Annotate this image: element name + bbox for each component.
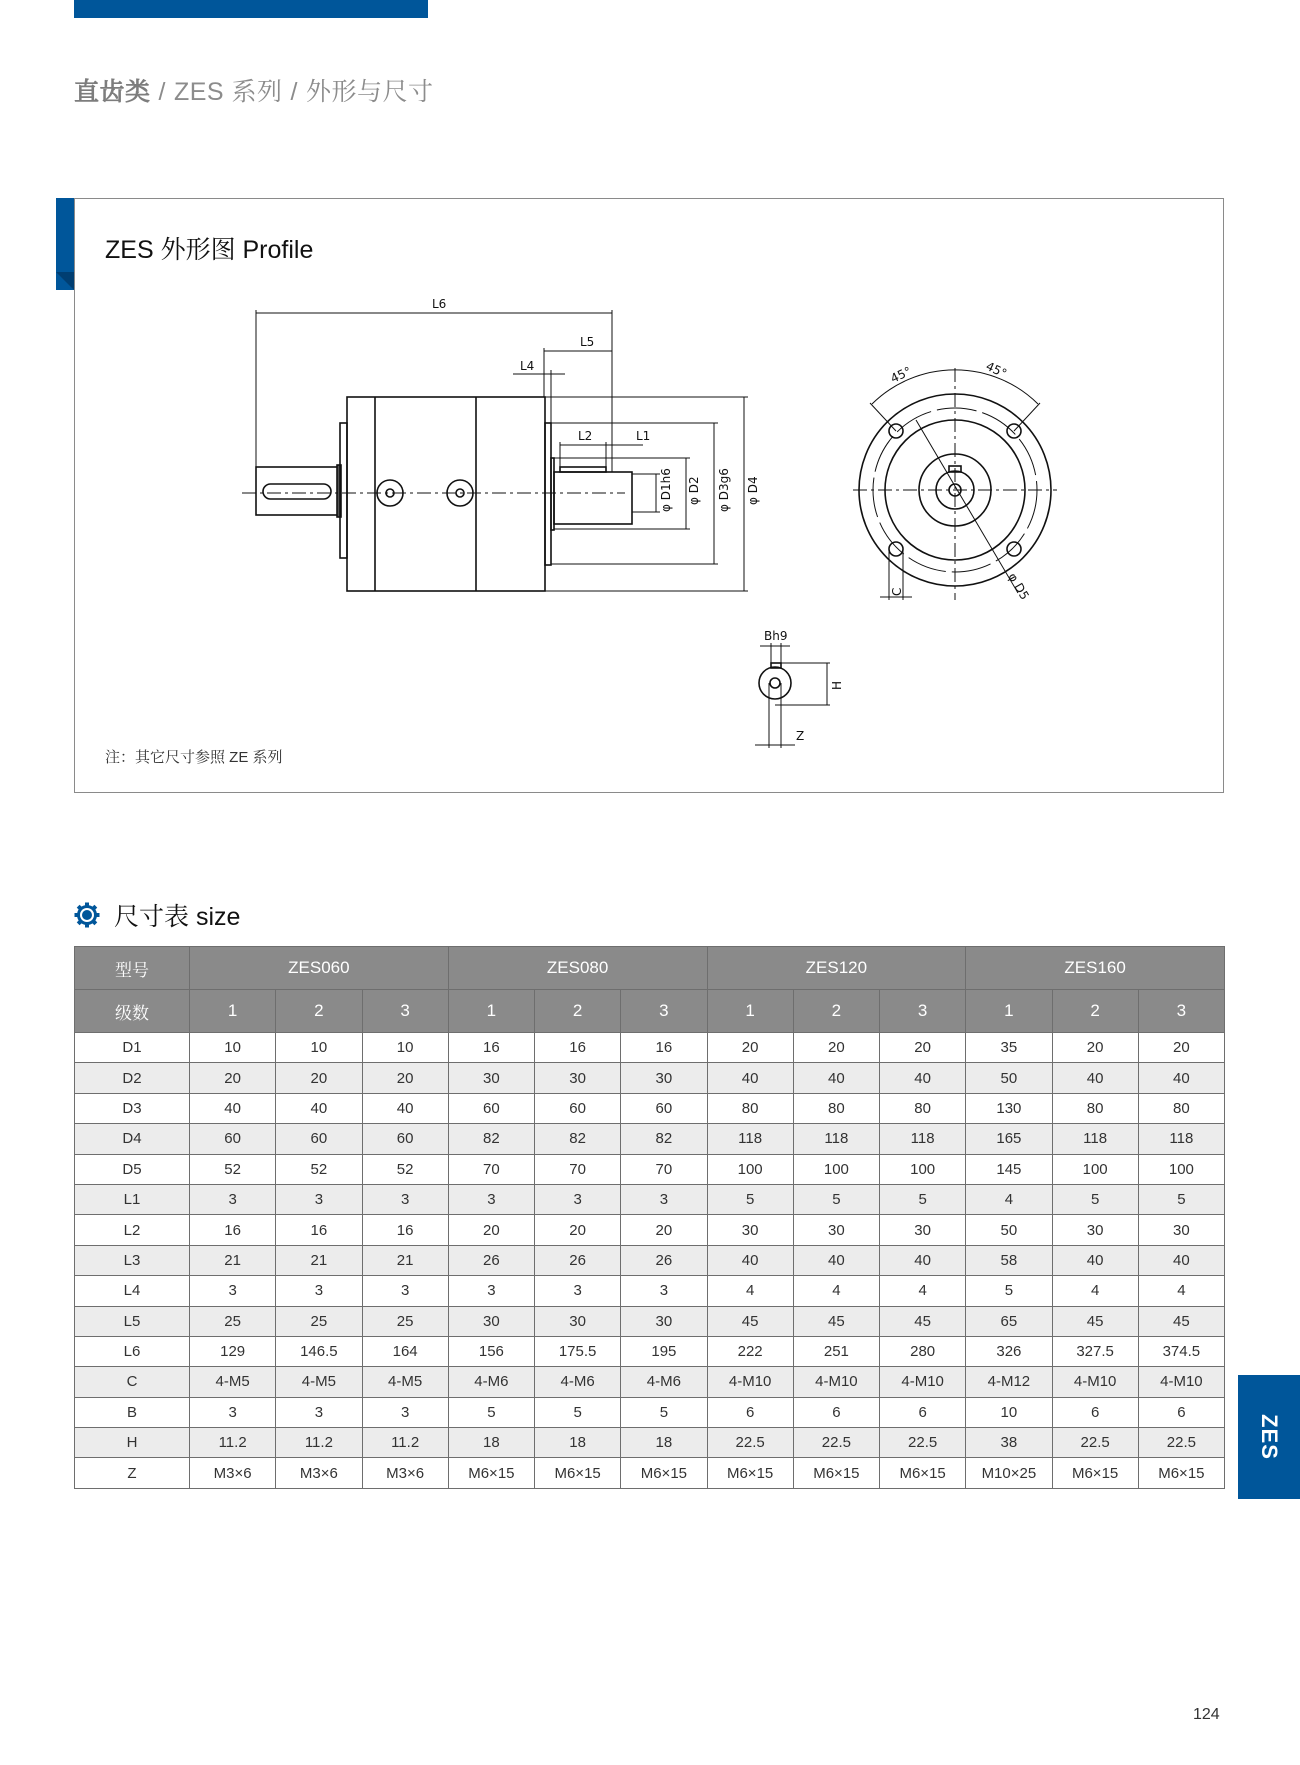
row-parameter: L4 [75,1276,190,1306]
table-cell: 6 [793,1397,879,1427]
table-cell: 10 [362,1033,448,1063]
table-cell: 20 [190,1063,276,1093]
table-cell: 60 [276,1124,362,1154]
table-cell: M10×25 [966,1458,1052,1488]
table-cell: 3 [535,1276,621,1306]
table-cell: 3 [190,1184,276,1214]
frame-tab-fold [56,272,74,290]
table-cell: 30 [535,1306,621,1336]
table-cell: 3 [362,1276,448,1306]
table-row [75,1276,1225,1306]
table-cell: 38 [966,1428,1052,1458]
table-cell: 3 [190,1276,276,1306]
table-cell: 4-M5 [190,1367,276,1397]
table-cell: 10 [276,1033,362,1063]
table-cell: 20 [880,1033,966,1063]
table-cell: 3 [276,1276,362,1306]
profile-note: 注：其它尺寸参照 ZE 系列 [105,749,283,766]
table-cell: M6×15 [793,1458,879,1488]
table-cell: 26 [621,1245,707,1275]
table-cell: 16 [448,1033,534,1063]
row-parameter: D1 [75,1033,190,1063]
table-cell: 3 [448,1184,534,1214]
header-stage: 3 [1138,990,1224,1033]
table-cell: M3×6 [276,1458,362,1488]
header-stage: 1 [190,990,276,1033]
row-parameter: C [75,1367,190,1397]
table-cell: M6×15 [1052,1458,1138,1488]
table-cell: 21 [190,1245,276,1275]
table-cell: 40 [190,1093,276,1123]
table-cell: 16 [621,1033,707,1063]
table-cell: 30 [448,1063,534,1093]
table-cell: 5 [535,1397,621,1427]
table-cell: 4 [1052,1276,1138,1306]
row-parameter: L5 [75,1306,190,1336]
label-h: H [830,680,844,690]
label-c: C [890,587,904,596]
table-cell: 82 [535,1124,621,1154]
size-table [74,946,1225,1489]
table-cell: 3 [362,1397,448,1427]
table-cell: 11.2 [276,1428,362,1458]
table-cell: 80 [793,1093,879,1123]
table-row [75,1306,1225,1336]
label-z: Z [796,729,805,743]
table-cell: 22.5 [1052,1428,1138,1458]
table-cell: 45 [1052,1306,1138,1336]
table-cell: 40 [276,1093,362,1123]
table-cell: 30 [621,1063,707,1093]
table-cell: 4-M5 [276,1367,362,1397]
table-cell: 6 [1052,1397,1138,1427]
header-stage: 2 [276,990,362,1033]
table-cell: 118 [880,1124,966,1154]
table-cell: 5 [621,1397,707,1427]
table-cell: 4-M6 [535,1367,621,1397]
table-cell: 165 [966,1124,1052,1154]
breadcrumb-separator: / [290,78,298,106]
table-cell: 40 [880,1063,966,1093]
table-cell: 4-M6 [448,1367,534,1397]
table-cell: 80 [880,1093,966,1123]
table-cell: 3 [276,1397,362,1427]
table-cell: 175.5 [535,1336,621,1366]
table-cell: 100 [880,1154,966,1184]
table-cell: 20 [1052,1033,1138,1063]
gear-icon [74,902,100,928]
table-row [75,1336,1225,1366]
table-cell: 40 [707,1245,793,1275]
table-cell: 10 [190,1033,276,1063]
row-parameter: L2 [75,1215,190,1245]
table-cell: 4-M6 [621,1367,707,1397]
table-header-stages [75,990,1225,1033]
table-cell: 52 [190,1154,276,1184]
table-cell: 50 [966,1215,1052,1245]
header-stage: 1 [707,990,793,1033]
table-cell: 70 [448,1154,534,1184]
table-cell: 20 [1138,1033,1224,1063]
table-cell: 52 [276,1154,362,1184]
table-cell: 4 [880,1276,966,1306]
table-cell: 11.2 [190,1428,276,1458]
table-cell: 118 [1052,1124,1138,1154]
table-cell: 30 [1138,1215,1224,1245]
table-cell: 40 [362,1093,448,1123]
label-l5: L5 [580,335,595,349]
table-cell: 60 [621,1093,707,1123]
table-cell: 40 [1052,1245,1138,1275]
table-cell: 4 [966,1184,1052,1214]
table-cell: 129 [190,1336,276,1366]
table-row [75,1184,1225,1214]
breadcrumb-page: 外形与尺寸 [306,78,434,106]
table-cell: M6×15 [880,1458,966,1488]
table-cell: 52 [362,1154,448,1184]
table-cell: 60 [362,1124,448,1154]
table-cell: 10 [966,1397,1052,1427]
table-cell: 50 [966,1063,1052,1093]
table-row [75,1397,1225,1427]
label-angle-right: 45° [983,359,1009,381]
table-header-models [75,947,1225,990]
table-cell: 18 [535,1428,621,1458]
table-cell: 16 [362,1215,448,1245]
table-cell: M6×15 [535,1458,621,1488]
table-cell: 16 [535,1033,621,1063]
table-cell: 4-M10 [880,1367,966,1397]
table-cell: 100 [1138,1154,1224,1184]
table-cell: 100 [1052,1154,1138,1184]
table-cell: 11.2 [362,1428,448,1458]
table-cell: 16 [276,1215,362,1245]
table-cell: 65 [966,1306,1052,1336]
table-cell: 3 [276,1184,362,1214]
table-cell: 18 [448,1428,534,1458]
table-cell: 20 [535,1215,621,1245]
table-cell: 45 [793,1306,879,1336]
table-cell: 5 [1138,1184,1224,1214]
table-cell: 40 [1052,1063,1138,1093]
table-row [75,1367,1225,1397]
table-cell: 22.5 [707,1428,793,1458]
top-accent-bar [74,0,428,18]
table-cell: 327.5 [1052,1336,1138,1366]
breadcrumb-category: 直齿类 [74,78,151,106]
table-cell: 21 [276,1245,362,1275]
table-cell: 156 [448,1336,534,1366]
size-section-title: 尺寸表 size [114,903,241,931]
table-row [75,1215,1225,1245]
table-cell: 280 [880,1336,966,1366]
table-cell: 4 [793,1276,879,1306]
row-parameter: D3 [75,1093,190,1123]
row-parameter: L3 [75,1245,190,1275]
row-parameter: D4 [75,1124,190,1154]
table-cell: 45 [707,1306,793,1336]
table-cell: 30 [621,1306,707,1336]
label-d1: φ D1h6 [659,468,673,512]
table-cell: 80 [707,1093,793,1123]
table-cell: 4-M10 [707,1367,793,1397]
table-cell: M6×15 [621,1458,707,1488]
table-cell: 145 [966,1154,1052,1184]
table-cell: 20 [707,1033,793,1063]
table-cell: 374.5 [1138,1336,1224,1366]
table-cell: 30 [535,1063,621,1093]
table-cell: M6×15 [448,1458,534,1488]
table-cell: 118 [1138,1124,1224,1154]
header-stage: 3 [621,990,707,1033]
label-d5: φ D5 [1005,570,1032,603]
table-cell: 82 [621,1124,707,1154]
header-stage: 2 [1052,990,1138,1033]
table-cell: 3 [448,1276,534,1306]
table-cell: M6×15 [1138,1458,1224,1488]
table-cell: M3×6 [190,1458,276,1488]
table-row [75,1428,1225,1458]
row-parameter: B [75,1397,190,1427]
table-cell: 40 [880,1245,966,1275]
size-section-heading [74,898,240,932]
breadcrumb [74,72,434,108]
header-model: ZES060 [190,947,449,990]
breadcrumb-series: ZES 系列 [173,78,283,106]
table-cell: 4-M10 [1138,1367,1224,1397]
table-cell: 4-M10 [793,1367,879,1397]
table-cell: 5 [448,1397,534,1427]
table-cell: M6×15 [707,1458,793,1488]
table-cell: 130 [966,1093,1052,1123]
table-row [75,1154,1225,1184]
header-stage: 1 [966,990,1052,1033]
table-cell: 40 [707,1063,793,1093]
table-row [75,1458,1225,1488]
label-l4: L4 [520,359,535,373]
side-tab-label: ZES [1256,1414,1282,1460]
header-stage: 2 [793,990,879,1033]
table-cell: 40 [1138,1063,1224,1093]
table-cell: 45 [880,1306,966,1336]
header-model: ZES120 [707,947,966,990]
table-cell: 18 [621,1428,707,1458]
table-cell: 100 [793,1154,879,1184]
table-row [75,1033,1225,1063]
table-cell: 30 [1052,1215,1138,1245]
table-cell: 40 [793,1245,879,1275]
table-cell: M3×6 [362,1458,448,1488]
label-l2: L2 [578,429,593,443]
table-row [75,1093,1225,1123]
table-cell: 3 [190,1397,276,1427]
table-cell: 20 [621,1215,707,1245]
table-cell: 6 [707,1397,793,1427]
table-cell: 80 [1138,1093,1224,1123]
row-parameter: Z [75,1458,190,1488]
header-stage: 1 [448,990,534,1033]
row-parameter: L6 [75,1336,190,1366]
table-cell: 4-M12 [966,1367,1052,1397]
table-cell: 100 [707,1154,793,1184]
table-cell: 26 [535,1245,621,1275]
table-cell: 3 [621,1276,707,1306]
table-cell: 5 [793,1184,879,1214]
label-l6: L6 [432,297,447,311]
table-cell: 6 [880,1397,966,1427]
table-cell: 326 [966,1336,1052,1366]
table-cell: 195 [621,1336,707,1366]
table-cell: 3 [535,1184,621,1214]
table-cell: 22.5 [1138,1428,1224,1458]
table-cell: 82 [448,1124,534,1154]
table-cell: 60 [190,1124,276,1154]
page-number: 124 [1193,1706,1220,1723]
label-b: Bh9 [764,629,788,643]
table-cell: 20 [448,1215,534,1245]
table-row [75,1063,1225,1093]
table-cell: 45 [1138,1306,1224,1336]
table-cell: 222 [707,1336,793,1366]
header-model: ZES080 [448,947,707,990]
header-stage: 3 [880,990,966,1033]
table-cell: 21 [362,1245,448,1275]
table-cell: 118 [793,1124,879,1154]
table-cell: 20 [793,1033,879,1063]
table-cell: 25 [276,1306,362,1336]
label-d2: φ D2 [687,476,701,505]
row-parameter: L1 [75,1184,190,1214]
table-cell: 3 [621,1184,707,1214]
table-cell: 25 [190,1306,276,1336]
table-cell: 251 [793,1336,879,1366]
table-cell: 30 [880,1215,966,1245]
table-cell: 5 [880,1184,966,1214]
row-parameter: D2 [75,1063,190,1093]
row-parameter: H [75,1428,190,1458]
table-cell: 4-M10 [1052,1367,1138,1397]
row-parameter: D5 [75,1154,190,1184]
series-side-tab [1238,1375,1300,1499]
table-cell: 58 [966,1245,1052,1275]
table-cell: 118 [707,1124,793,1154]
label-angle-left: 45° [888,364,914,386]
table-cell: 30 [793,1215,879,1245]
header-model-label: 型号 [75,947,190,990]
table-cell: 20 [362,1063,448,1093]
header-stage-label: 级数 [75,990,190,1033]
table-cell: 5 [1052,1184,1138,1214]
profile-title: ZES 外形图 Profile [105,236,314,264]
table-cell: 80 [1052,1093,1138,1123]
table-cell: 40 [793,1063,879,1093]
label-d3: φ D3g6 [717,468,731,512]
table-cell: 16 [190,1215,276,1245]
table-cell: 70 [621,1154,707,1184]
table-cell: 5 [707,1184,793,1214]
table-cell: 60 [535,1093,621,1123]
table-cell: 25 [362,1306,448,1336]
table-cell: 4-M5 [362,1367,448,1397]
header-stage: 3 [362,990,448,1033]
table-cell: 35 [966,1033,1052,1063]
table-row [75,1245,1225,1275]
table-cell: 4 [707,1276,793,1306]
table-cell: 60 [448,1093,534,1123]
table-cell: 30 [448,1306,534,1336]
header-model: ZES160 [966,947,1225,990]
table-cell: 4 [1138,1276,1224,1306]
table-cell: 6 [1138,1397,1224,1427]
label-d4: φ D4 [746,476,760,505]
table-cell: 20 [276,1063,362,1093]
table-row [75,1124,1225,1154]
header-stage: 2 [535,990,621,1033]
table-cell: 164 [362,1336,448,1366]
breadcrumb-separator: / [158,78,166,106]
label-l1: L1 [636,429,651,443]
table-cell: 30 [707,1215,793,1245]
table-cell: 26 [448,1245,534,1275]
table-cell: 5 [966,1276,1052,1306]
table-cell: 22.5 [793,1428,879,1458]
table-cell: 70 [535,1154,621,1184]
table-cell: 22.5 [880,1428,966,1458]
table-cell: 146.5 [276,1336,362,1366]
profile-frame [74,198,1224,793]
table-cell: 3 [362,1184,448,1214]
table-cell: 40 [1138,1245,1224,1275]
